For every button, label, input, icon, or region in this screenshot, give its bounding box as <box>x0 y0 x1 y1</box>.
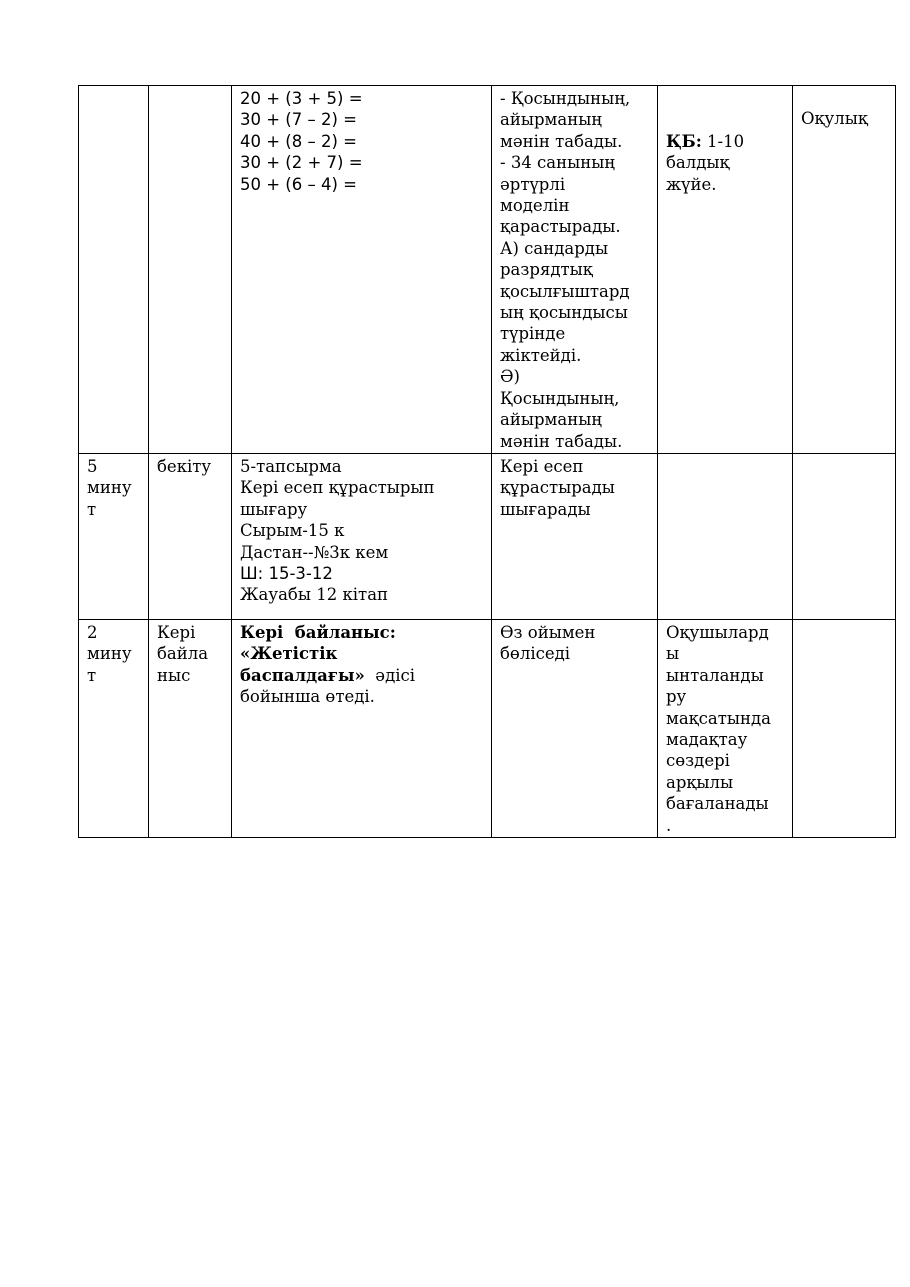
outcome-line: - 34 санының <box>500 153 615 173</box>
outcomes-cell <box>492 619 658 837</box>
tasks-cell <box>232 619 492 837</box>
task-line: Сырым-15 к <box>240 521 345 541</box>
tasks-cell <box>232 453 492 619</box>
time-cell <box>79 619 149 837</box>
outcome-line: жіктейді. <box>500 345 582 365</box>
outcome-line: Ә) <box>500 367 520 387</box>
lesson-plan-table <box>78 85 896 838</box>
stage-line: Кері <box>157 622 196 642</box>
outcome-line: қарастырады. <box>500 217 621 237</box>
method-tail: әдісі <box>364 665 416 685</box>
stage-cell <box>149 86 232 454</box>
time-line: мину <box>87 478 132 498</box>
time-line: т <box>87 499 97 519</box>
outcome-line: Қосындының, <box>500 388 620 408</box>
resources-cell <box>793 619 896 837</box>
resources-cell <box>793 86 896 454</box>
outcome-line: моделін <box>500 196 570 216</box>
outcome-line: - Қосындының, <box>500 89 631 108</box>
assessment-line: ру <box>666 687 687 707</box>
task-line: 20 + (3 + 5) = <box>240 89 363 108</box>
task-line: «Жетістік <box>240 644 338 664</box>
assessment-line: бағаланады <box>666 794 769 814</box>
time-cell <box>79 86 149 454</box>
assessment-line <box>666 131 784 152</box>
stage-line: ныс <box>157 665 191 685</box>
task-line: 50 + (6 – 4) = <box>240 174 357 194</box>
stage-cell <box>149 619 232 837</box>
outcome-line: түрінде <box>500 324 566 344</box>
outcome-line: әртүрлі <box>500 174 566 194</box>
assessment-line: мадақтау <box>666 729 748 749</box>
assessment-line: Оқушылард <box>666 622 769 642</box>
table-row <box>79 86 896 454</box>
assessment-line: ынталанды <box>666 665 764 685</box>
outcome-line: мәнін табады. <box>500 131 623 151</box>
outcome-line: разрядтық <box>500 260 593 280</box>
outcome-line: мәнін табады. <box>500 431 623 451</box>
table-row <box>79 453 896 619</box>
time-line: 2 <box>87 622 98 642</box>
stage-cell <box>149 453 232 619</box>
outcomes-cell <box>492 86 658 454</box>
tasks-cell <box>232 86 492 454</box>
task-line: шығару <box>240 499 308 519</box>
method-name: баспалдағы» <box>240 665 365 685</box>
assessment-line: сөздері <box>666 751 730 771</box>
stage-line: бекіту <box>157 456 212 476</box>
outcome-line: бөліседі <box>500 644 571 664</box>
outcome-line: шығарады <box>500 499 591 519</box>
assessment-label: ҚБ: <box>666 132 702 151</box>
task-line: бойынша өтеді. <box>240 687 375 707</box>
outcome-line: құрастырады <box>500 478 615 498</box>
assessment-line: жүйе. <box>666 174 717 194</box>
assessment-cell <box>658 86 793 454</box>
task-line: Дастан--№3к кем <box>240 542 389 562</box>
time-line: 5 <box>87 456 98 476</box>
outcome-line: Өз ойымен <box>500 622 596 642</box>
assessment-line: арқылы <box>666 772 734 792</box>
task-line <box>240 665 483 686</box>
table-row <box>79 619 896 837</box>
time-cell <box>79 453 149 619</box>
assessment-line: мақсатында <box>666 708 772 728</box>
outcome-line: айырманың <box>500 410 602 430</box>
time-line: т <box>87 665 97 685</box>
time-line: мину <box>87 644 132 664</box>
task-line: Кері байланыс: <box>240 622 396 642</box>
assessment-line: ы <box>666 644 680 664</box>
assessment-cell <box>658 453 793 619</box>
task-line: 5-тапсырма <box>240 456 342 476</box>
resource-line: Оқулық <box>801 109 868 128</box>
assessment-line: . <box>666 815 672 835</box>
assessment-text: 1-10 <box>701 132 745 151</box>
outcomes-cell <box>492 453 658 619</box>
outcome-line: Кері есеп <box>500 456 584 476</box>
outcome-line: ың қосындысы <box>500 303 628 323</box>
task-line: 30 + (7 – 2) = <box>240 110 357 130</box>
resources-cell <box>793 453 896 619</box>
task-line: 40 + (8 – 2) = <box>240 131 357 151</box>
task-line: Ш: 15-3-12 <box>240 563 333 583</box>
stage-line: байла <box>157 644 209 664</box>
outcome-line: қосылғыштард <box>500 281 630 301</box>
task-line: Кері есеп құрастырып <box>240 478 435 498</box>
task-line: Жауабы 12 кітап <box>240 585 389 605</box>
outcome-line: айырманың <box>500 110 602 130</box>
task-line: 30 + (2 + 7) = <box>240 153 363 173</box>
assessment-cell <box>658 619 793 837</box>
assessment-line: балдық <box>666 153 730 173</box>
outcome-line: А) сандарды <box>500 238 609 258</box>
